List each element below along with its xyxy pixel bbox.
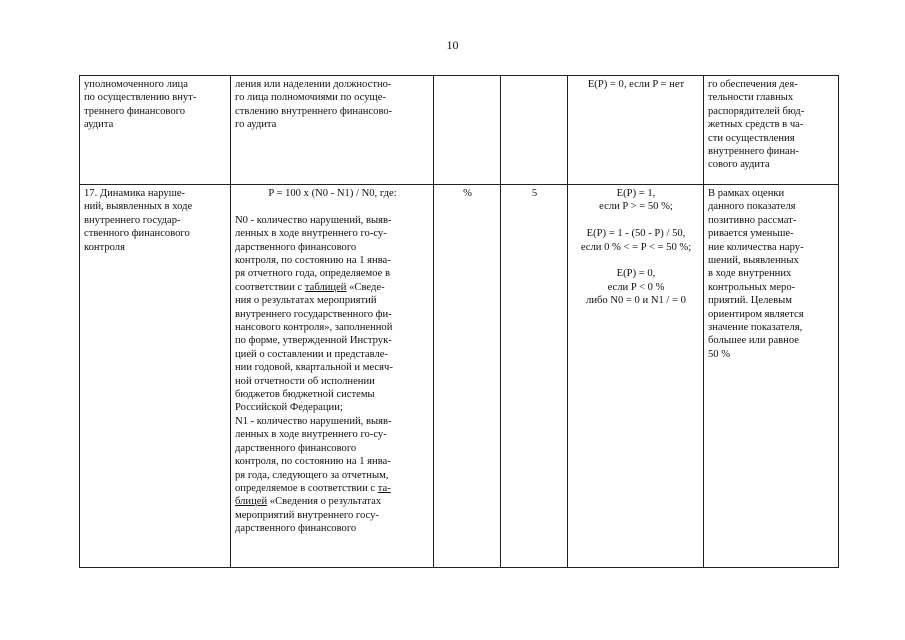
- text-line: если 0 % < = P < = 50 %;: [580, 241, 692, 253]
- text-line: если P < 0 %: [607, 281, 665, 293]
- text-line: 17. Динамика наруше-: [84, 188, 186, 199]
- evaluation-cell: [568, 76, 704, 185]
- text-line: большее или равное: [708, 335, 799, 347]
- text-line: позитивно рассмат-: [708, 214, 797, 226]
- table-link[interactable]: та-: [377, 482, 391, 494]
- formula-text: P = 100 x (N0 - N1) / N0, где:: [268, 188, 397, 199]
- evaluation-cell: [568, 185, 704, 568]
- text-line: [235, 482, 430, 495]
- text-line: 50 %: [708, 348, 731, 360]
- text-fragment: соответствии с: [235, 281, 303, 293]
- text-line: E(P) = 1,: [616, 188, 656, 199]
- text-line: значение показателя,: [708, 322, 803, 334]
- spacer: [235, 200, 430, 213]
- text-line: треннего финансового: [84, 105, 186, 117]
- text-line: ленных в ходе внутреннего го-су-: [235, 228, 387, 240]
- text-fragment: определяемое в соответствии с: [235, 482, 376, 494]
- unit-cell: %: [434, 185, 501, 568]
- text-line: N0 - количество нарушений, выяв-: [235, 214, 392, 226]
- text-line: ний, выявленных в ходе: [84, 201, 193, 213]
- text-line: уполномоченного лица: [84, 79, 188, 90]
- text-line: внутреннего государ-: [84, 214, 181, 226]
- text-line: по осуществлению внут-: [84, 92, 197, 104]
- formula-cell: [231, 185, 434, 568]
- formula-cell: [231, 76, 434, 185]
- text-line: го аудита: [235, 119, 277, 131]
- spacer: [572, 214, 700, 227]
- text-line: го обеспечения дея-: [708, 79, 798, 90]
- text-line: приятий. Целевым: [708, 295, 792, 307]
- text-line: ной отчетности об исполнении: [235, 375, 375, 387]
- text-line: в ходе внутренних: [708, 268, 792, 280]
- text-line: [235, 495, 430, 508]
- text-line: N1 - количество нарушений, выяв-: [235, 415, 392, 427]
- text-line: ривается уменьше-: [708, 228, 794, 240]
- indicator-name-cell: [80, 76, 231, 185]
- text-line: нии годовой, квартальной и месяч-: [235, 362, 393, 374]
- text-line: E(P) = 1 - (50 - P) / 50,: [586, 228, 686, 240]
- weight-cell: 5: [501, 185, 568, 568]
- text-line: жетных средств в ча-: [708, 119, 804, 131]
- text-line: бюджетов бюджетной системы: [235, 389, 375, 401]
- unit-cell: [434, 76, 501, 185]
- text-line: внутреннего государственного фи-: [235, 308, 392, 320]
- text-line: распорядителей бюд-: [708, 105, 805, 117]
- text-line: по форме, утвержденной Инструк-: [235, 335, 392, 347]
- text-line: ориентиром является: [708, 308, 804, 320]
- table-row: [80, 185, 839, 568]
- text-line: ствлению внутреннего финансово-: [235, 105, 393, 117]
- text-line: E(P) = 0,: [616, 268, 656, 280]
- text-line: E(P) = 0, если P = нет: [587, 79, 685, 90]
- text-line: сти осуществления: [708, 132, 795, 144]
- text-line: контроля: [84, 241, 125, 253]
- text-line: ря отчетного года, определяемое в: [235, 268, 390, 280]
- text-line: шений, выявленных: [708, 255, 799, 267]
- text-line: ния о результатах мероприятий: [235, 295, 377, 307]
- text-line: мероприятий внутреннего госу-: [235, 509, 379, 521]
- text-line: нансового контроля», заполненной: [235, 322, 393, 334]
- table-link[interactable]: таблицей: [304, 281, 347, 293]
- text-line: данного показателя: [708, 201, 796, 213]
- text-line: дарственного финансового: [235, 241, 357, 253]
- indicator-name-cell: [80, 185, 231, 568]
- indicators-table: [79, 75, 839, 568]
- text-line: дарственного финансового: [235, 523, 357, 535]
- text-line: Российской Федерации;: [235, 402, 343, 414]
- text-line: если P > = 50 %;: [599, 201, 673, 213]
- text-line: ние количества нару-: [708, 241, 804, 253]
- text-line: [235, 281, 430, 294]
- text-line: ления или наделении должностно-: [235, 79, 392, 90]
- text-line: цией о составлении и представле-: [235, 348, 389, 360]
- text-line: тельности главных: [708, 92, 794, 104]
- page-number: 10: [446, 38, 459, 52]
- table-row: [80, 76, 839, 185]
- text-line: В рамках оценки: [708, 188, 785, 199]
- text-line: либо N0 = 0 и N1 / = 0: [586, 295, 686, 307]
- text-line: контрольных меро-: [708, 281, 796, 293]
- text-fragment: «Сведе-: [349, 281, 385, 293]
- text-line: контроля, по состоянию на 1 янва-: [235, 255, 391, 267]
- text-line: сового аудита: [708, 159, 770, 171]
- text-line: аудита: [84, 119, 114, 131]
- table-link[interactable]: блицей: [235, 496, 268, 508]
- comment-cell: [704, 76, 839, 185]
- text-line: ленных в ходе внутреннего го-су-: [235, 429, 387, 441]
- comment-cell: [704, 185, 839, 568]
- weight-cell: [501, 76, 568, 185]
- text-line: контроля, по состоянию на 1 янва-: [235, 456, 391, 468]
- text-line: дарственного финансового: [235, 442, 357, 454]
- text-line: го лица полномочиями по осуще-: [235, 92, 386, 104]
- text-line: ря года, следующего за отчетным,: [235, 469, 389, 481]
- text-line: внутреннего финан-: [708, 146, 799, 158]
- text-fragment: «Сведения о результатах: [269, 496, 382, 508]
- text-line: ственного финансового: [84, 228, 190, 240]
- spacer: [572, 254, 700, 267]
